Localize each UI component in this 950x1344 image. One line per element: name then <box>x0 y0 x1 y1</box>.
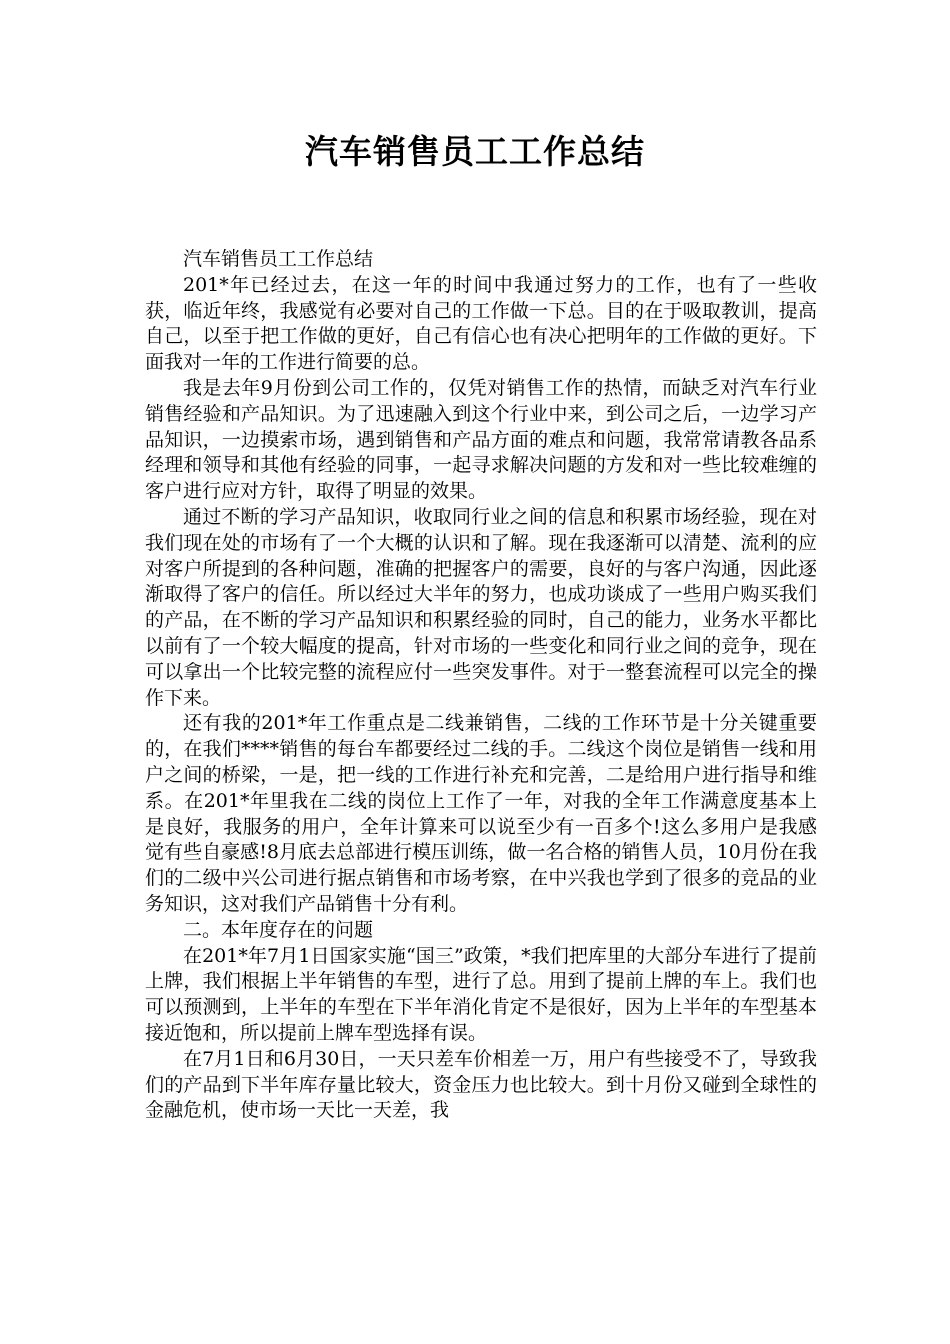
paragraph: 201*年已经过去，在这一年的时间中我通过努力的工作，也有了一些收获，临近年终，我感觉有必要对自己的工作做一下总。目的在于吸取教训，提高自己，以至于把工作做的更好，自己有信心也有决心把明年的工作做的更好。下面我对一年的工作进行简要的总。 <box>145 273 817 374</box>
document-body <box>145 247 817 1124</box>
paragraph: 还有我的201*年工作重点是二线兼销售，二线的工作环节是十分关键重要的，在我们****销售的每台车都要经过二线的手。二线这个岗位是销售一线和用户之间的桥梁，一是，把一线的工作进行补充和完善，二是给用户进行指导和维系。在201*年里我在二线的岗位上工作了一年，对我的全年工作满意度基本上是良好，我服务的用户，全年计算来可以说至少有一百多个!这么多用户是我感觉有些自豪感!8月底去总部进行模压训练，做一名合格的销售人员，10月份在我们的二级中兴公司进行据点销售和市场考察，在中兴我也学到了很多的竞品的业务知识，这对我们产品销售十分有利。 <box>145 712 817 915</box>
paragraph: 我是去年9月份到公司工作的，仅凭对销售工作的热情，而缺乏对汽车行业销售经验和产品知识。为了迅速融入到这个行业中来，到公司之后，一边学习产品知识，一边摸索市场，遇到销售和产品方面的难点和问题，我常常请教各品系经理和领导和其他有经验的同事，一起寻求解决问题的方发和对一些比较难缠的客户进行应对方针，取得了明显的效果。 <box>145 376 817 503</box>
paragraph: 在7月1日和6月30日，一天只差车价相差一万，用户有些接受不了，导致我们的产品到下半年库存量比较大，资金压力也比较大。到十月份又碰到全球性的金融危机，使市场一天比一天差，我 <box>145 1047 817 1122</box>
paragraph: 在201*年7月1日国家实施“国三”政策，*我们把库里的大部分车进行了提前上牌，我们根据上半年销售的车型，进行了总。用到了提前上牌的车上。我们也可以预测到，上半年的车型在下半年消化肯定不是很好，因为上半年的车型基本接近饱和，所以提前上牌车型选择有误。 <box>145 944 817 1044</box>
paragraph-subtitle: 汽车销售员工工作总结 <box>183 248 374 270</box>
section-heading: 二。本年度存在的问题 <box>183 918 374 941</box>
document-title: 汽车销售员工工作总结 <box>305 132 645 171</box>
paragraph: 通过不断的学习产品知识，收取同行业之间的信息和积累市场经验，现在对我们现在处的市场有了一个大概的认识和了解。现在我逐渐可以清楚、流利的应对客户所提到的各种问题，准确的把握客户的需要，良好的与客户沟通，因此逐渐取得了客户的信任。所以经过大半年的努力，也成功谈成了一些用户购买我们的产品，在不断的学习产品知识和积累经验的同时，自己的能力，业务水平都比以前有了一个较大幅度的提高，针对市场的一些变化和同行业之间的竞争，现在可以拿出一个比较完整的流程应付一些突发事件。对于一整套流程可以完全的操作下来。 <box>145 505 817 709</box>
